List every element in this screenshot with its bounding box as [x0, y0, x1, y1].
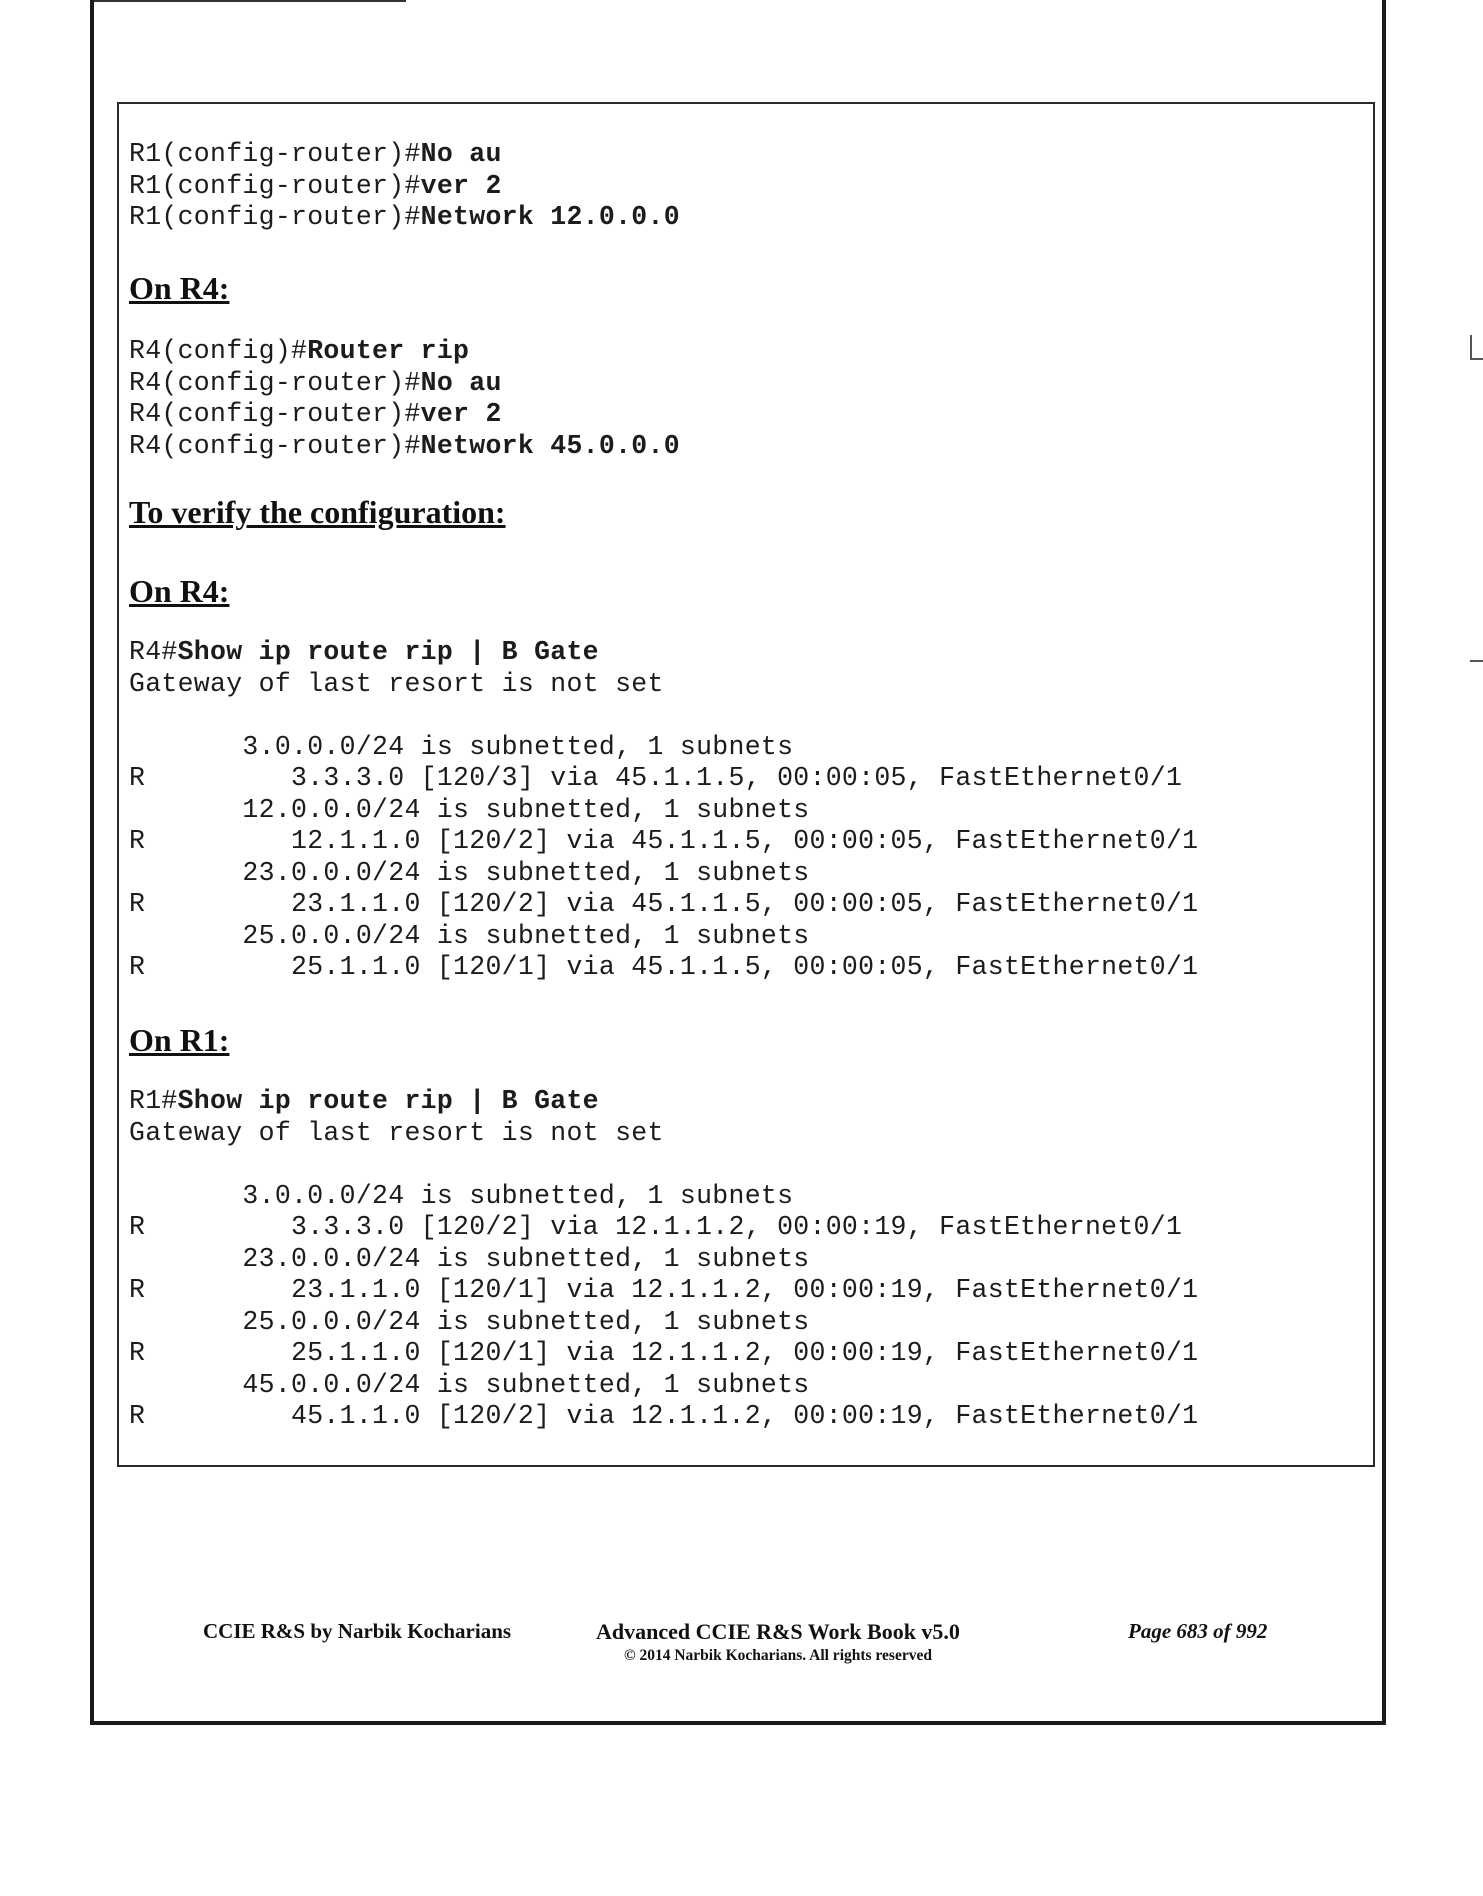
footer-page-number: Page 683 of 992 [1128, 1619, 1268, 1643]
route-line: R 45.1.1.0 [120/2] via 12.1.1.2, 00:00:19, FastEthernet0/1 [129, 1401, 1199, 1431]
config-block-r4 [129, 336, 680, 462]
config-block-r1 [129, 139, 680, 234]
code-line: R4(config-router)#No au [129, 367, 502, 398]
code-line: R1(config-router)#Network 12.0.0.0 [129, 202, 680, 232]
code-line: R1#Show ip route rip | B Gate [129, 1086, 599, 1116]
blank-line [129, 1149, 1198, 1181]
code-line: R1(config-router)#ver 2 [129, 170, 502, 201]
code-line: R4(config-router)#ver 2 [129, 399, 502, 429]
footer-book-title: Advanced CCIE R&S Work Book v5.0 [596, 1619, 960, 1644]
route-line: R 3.3.3.0 [120/2] via 12.1.1.2, 00:00:19, FastEthernet0/1 [129, 1212, 1183, 1242]
code-line: Gateway of last resort is not set [129, 668, 664, 699]
footer-author: CCIE R&S by Narbik Kocharians [203, 1619, 512, 1643]
r4-route-output [129, 637, 1198, 984]
heading-on-r4-verify: On R4: [129, 573, 230, 609]
route-line: R 25.1.1.0 [120/1] via 45.1.1.5, 00:00:05, FastEthernet0/1 [129, 952, 1199, 982]
code-line: Gateway of last resort is not set [129, 1117, 664, 1148]
footer-copyright: © 2014 Narbik Kocharians. All rights reserved [624, 1647, 932, 1664]
route-line: 12.0.0.0/24 is subnetted, 1 subnets [129, 794, 810, 825]
route-line: R 12.1.1.0 [120/2] via 45.1.1.5, 00:00:05, FastEthernet0/1 [129, 826, 1199, 856]
route-line: 3.0.0.0/24 is subnetted, 1 subnets [129, 731, 794, 762]
route-line: 3.0.0.0/24 is subnetted, 1 subnets [129, 1180, 794, 1211]
heading-verify: To verify the configuration: [129, 494, 506, 530]
code-line: R1(config-router)#No au [129, 139, 502, 169]
route-line: 45.0.0.0/24 is subnetted, 1 subnets [129, 1369, 810, 1400]
edge-mark [1470, 660, 1483, 662]
route-line: 25.0.0.0/24 is subnetted, 1 subnets [129, 920, 810, 951]
r1-route-output [129, 1086, 1198, 1433]
heading-on-r4: On R4: [129, 270, 230, 306]
route-line: 23.0.0.0/24 is subnetted, 1 subnets [129, 1243, 810, 1274]
code-line: R4(config-router)#Network 45.0.0.0 [129, 430, 680, 461]
edge-mark [1470, 358, 1483, 360]
heading-on-r1-verify: On R1: [129, 1022, 230, 1058]
edge-mark [1470, 335, 1472, 359]
route-line: 25.0.0.0/24 is subnetted, 1 subnets [129, 1306, 810, 1337]
route-line: R 23.1.1.0 [120/2] via 45.1.1.5, 00:00:05, FastEthernet0/1 [129, 889, 1199, 919]
code-line: R4#Show ip route rip | B Gate [129, 637, 599, 667]
route-line: R 3.3.3.0 [120/3] via 45.1.1.5, 00:00:05, FastEthernet0/1 [129, 763, 1183, 793]
code-line: R4(config)#Router rip [129, 336, 470, 366]
route-line: R 23.1.1.0 [120/1] via 12.1.1.2, 00:00:19, FastEthernet0/1 [129, 1275, 1199, 1305]
footer-center [548, 1619, 1008, 1665]
blank-line [129, 700, 1198, 732]
route-line: R 25.1.1.0 [120/1] via 12.1.1.2, 00:00:19, FastEthernet0/1 [129, 1338, 1199, 1368]
route-line: 23.0.0.0/24 is subnetted, 1 subnets [129, 857, 810, 888]
